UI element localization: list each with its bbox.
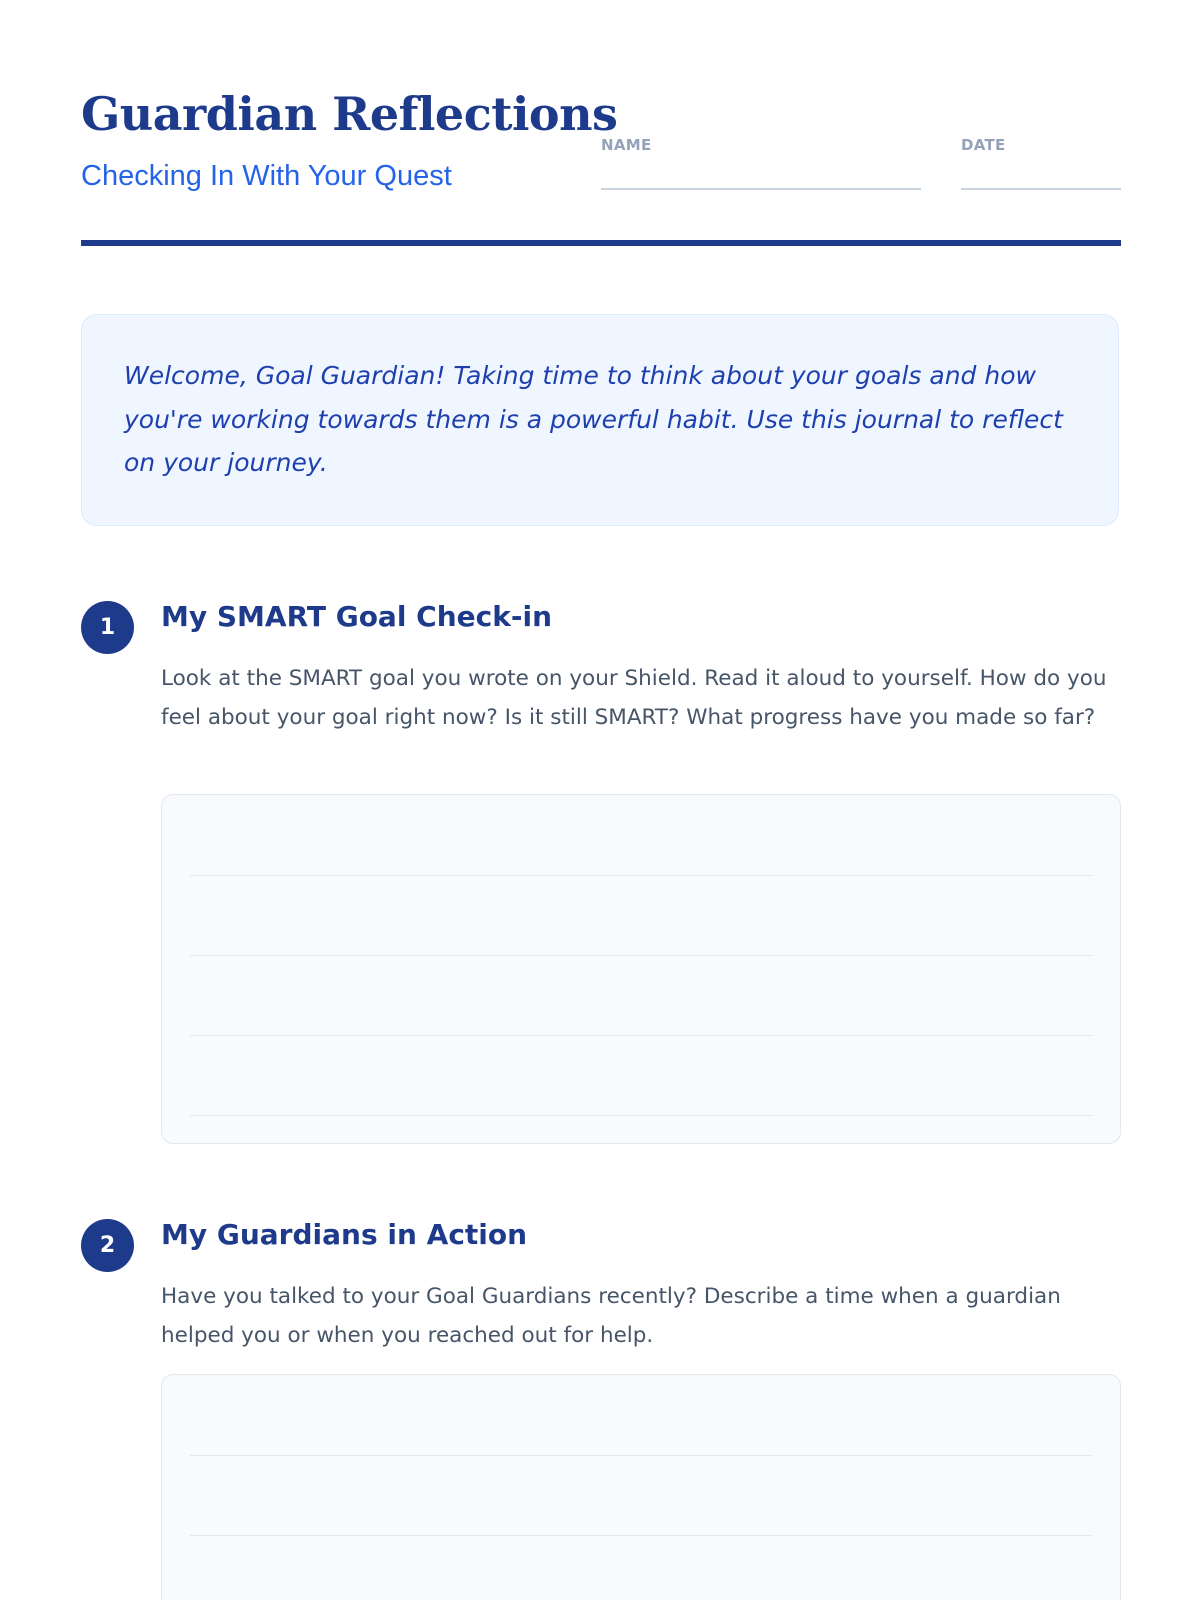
answer-box[interactable] xyxy=(161,1374,1121,1600)
section-title: My SMART Goal Check-in xyxy=(161,600,553,633)
writing-line xyxy=(190,1455,1092,1456)
header-divider xyxy=(81,240,1121,246)
date-field-line[interactable] xyxy=(961,188,1121,190)
intro-callout xyxy=(81,314,1119,526)
name-field-line[interactable] xyxy=(601,188,921,190)
page-title: Guardian Reflections xyxy=(81,87,618,141)
worksheet-page xyxy=(81,0,1121,1600)
name-field[interactable] xyxy=(601,136,921,190)
page-subtitle: Checking In With Your Quest xyxy=(81,160,452,192)
intro-text: Welcome, Goal Guardian! Taking time to think about your goals and how you're working towards them is a powerful habit. Use this journal to reflect on your journey. xyxy=(124,361,1063,477)
writing-line xyxy=(190,1115,1092,1116)
section-number-badge: 2 xyxy=(81,1219,134,1272)
section-prompt: Look at the SMART goal you wrote on your Shield. Read it aloud to yourself. How do you feel about your goal right now? Is it still SMART? What progress have you made so far? xyxy=(161,666,1107,730)
writing-line xyxy=(190,955,1092,956)
date-field-label: DATE xyxy=(961,136,1006,154)
writing-line xyxy=(190,1035,1092,1036)
name-field-label: NAME xyxy=(601,136,652,154)
section-prompt: Have you talked to your Goal Guardians recently? Describe a time when a guardian helped you or when you reached out for help. xyxy=(161,1284,1061,1348)
worksheet-header xyxy=(81,80,1121,248)
date-field[interactable] xyxy=(961,136,1121,190)
section-title: My Guardians in Action xyxy=(161,1218,528,1251)
section-number-badge: 1 xyxy=(81,601,134,654)
answer-box[interactable] xyxy=(161,794,1121,1144)
writing-line xyxy=(190,1535,1092,1536)
writing-line xyxy=(190,875,1092,876)
